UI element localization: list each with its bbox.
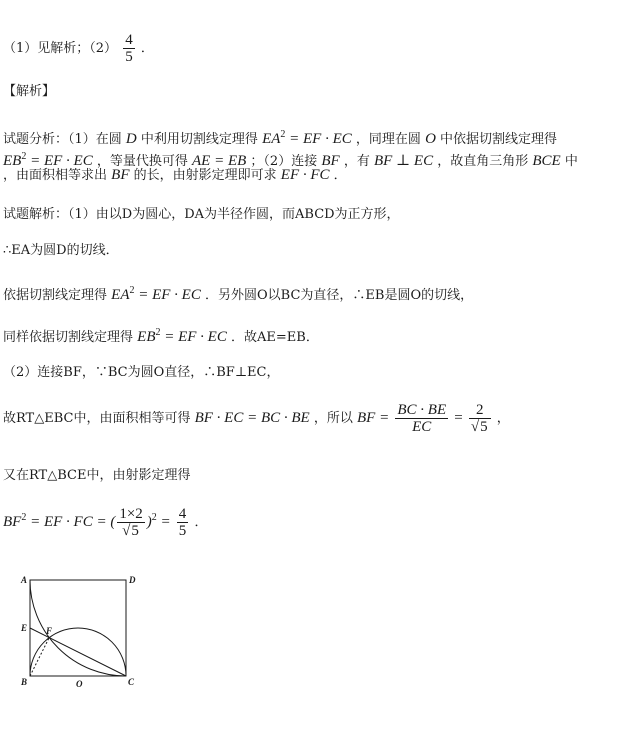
equals-sign: = [454,410,463,426]
solution-line-6 [3,402,510,435]
segment-bf: BF [321,153,340,169]
solution-text: ，所以 [313,411,353,426]
solution-line-5: （2）连接BF，∵BC为圆O直径，∴BF⊥EC， [3,365,280,380]
label-f: F [46,626,53,636]
solution-line-1: 试题解析：（1）由以D为圆心，DA为半径作圆，而ABCD为正方形， [3,207,400,222]
answer-frac-den: 5 [125,49,133,65]
equation-ea: $EA^2$ = EF · EC [111,285,201,303]
solution-line-2: ∴EA为圆D的切线． [3,243,119,258]
equation-bf-lhs: BF = [357,410,390,426]
segment-ec [30,628,126,676]
triangle-bce: BCE [532,153,561,169]
equation-bf-perp: BF ⊥ EC [373,153,434,169]
answer-prefix: （1）见解析；（2） [3,41,118,56]
solution-line-8 [3,506,207,539]
solution-text: 依据切割线定理得 [3,288,108,303]
fraction-1x2-over-root5: $\frac{1\times 2}{√5}$ [119,506,143,539]
analysis-text: ，有 [343,154,370,169]
analysis-text: 的长，由射影定理即可求 [133,168,277,183]
equation-eb: $EB^2$ = EF · EC [137,327,227,345]
solution-text: ．另外圆O以BC为直径，∴EB是圆O的切线， [205,288,474,303]
equation-ea: $EA^2$ = EF · EC [262,129,352,147]
geometry-figure [12,572,152,692]
solution-text: ． [194,515,208,530]
answer-fraction [123,32,135,65]
label-b: B [21,677,28,687]
label-a: A [21,575,28,585]
paren-close: )$^2$ = [146,512,171,530]
analysis-line-1 [3,126,557,149]
answer-line [3,32,154,65]
equation-area: BF · EC = BC · BE [194,410,310,426]
analysis-text: ，故直角三角形 [437,154,529,169]
analysis-text: ；（2）连接 [250,154,318,169]
label-c: C [128,677,135,687]
analysis-text: 中依据切割线定理得 [440,132,558,147]
analysis-text: 试题分析：（1）在圆 [3,132,122,147]
analysis-line-3 [3,166,347,185]
section-heading: 【解析】 [3,84,56,99]
solution-text: ．故AE=EB． [231,330,319,345]
solution-text: 同样依据切割线定理得 [3,330,134,345]
analysis-text: ，由面积相等求出 [3,168,108,183]
equation-bf-squared: $BF^2$ = EF · FC = ( [3,512,116,530]
solution-line-4 [3,324,319,347]
answer-suffix: ． [140,41,154,56]
label-e: E [21,623,28,633]
circle-o-label: O [425,131,436,147]
label-o: O [76,679,83,689]
analysis-text: 中 [564,154,578,169]
fraction-4-over-5: $\frac{4}{5}$ [178,506,187,539]
equation-eb: $EB^2$ = EF · EC [3,151,93,169]
solution-line-3 [3,282,473,305]
label-d: D [129,575,136,585]
solution-line-7: 又在RT△BCE中，由射影定理得 [3,468,191,483]
analysis-text: 中利用切割线定理得 [140,132,258,147]
segment-bf [30,638,49,676]
product-ef-fc: EF · FC [280,167,330,183]
solution-text: 故RT△EBC中，由面积相等可得 [3,411,191,426]
fraction-two-over-root5: $\frac{2}{√5}$ [469,402,491,435]
answer-frac-num: 4 [125,32,133,48]
equation-ae-eb: AE = EB [192,153,247,169]
segment-bf: BF [111,167,130,183]
solution-text: ， [496,411,510,426]
analysis-text: ，同理在圆 [355,132,421,147]
analysis-text: ，等量代换可得 [96,154,188,169]
fraction-bc-be-over-ec: $\frac{BC \cdot BE}{EC}$ [397,402,447,435]
analysis-text: ． [333,168,347,183]
circle-d-label: D [125,131,137,147]
